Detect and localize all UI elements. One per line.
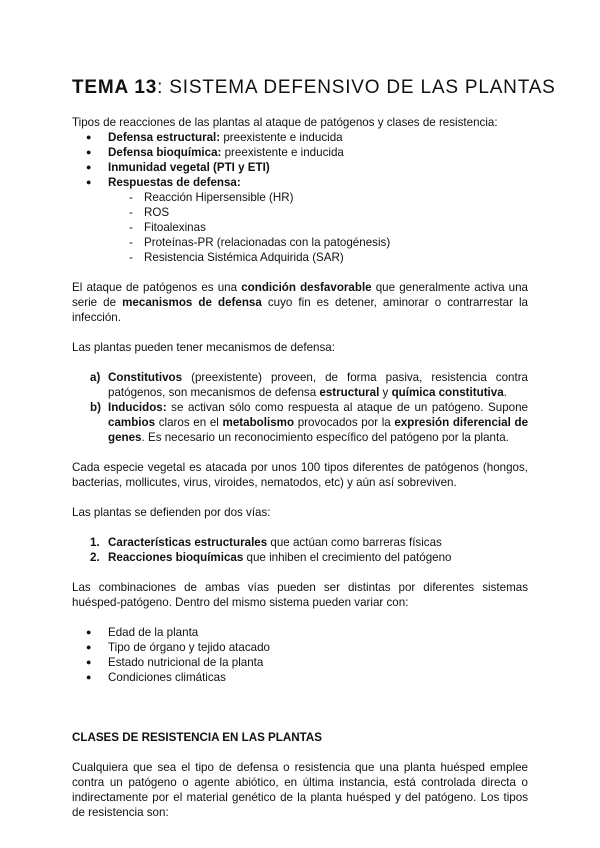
- text: se activan sólo como respuesta al ataque de un patógeno. Supone: [166, 401, 528, 414]
- bold-text: estructural: [319, 386, 380, 399]
- item-bold: Inmunidad vegetal (PTI y ETI): [108, 161, 270, 174]
- item-text: preexistente e inducida: [221, 146, 344, 159]
- list-item: [72, 160, 528, 175]
- text: (preexistente) proveen, de forma pasiva, resistencia contra patógenos, son mecanismos de defensa: [108, 371, 528, 399]
- bold-text: expresión diferencial de genes: [108, 416, 529, 444]
- intro-paragraph: Tipos de reacciones de las plantas al ataque de patógenos y clases de resistencia:: [72, 116, 498, 129]
- bold-text: metabolismo: [222, 416, 295, 429]
- bold-text: Características estructurales: [108, 536, 268, 549]
- list-item: - Proteínas-PR (relacionadas con la patogénesis): [72, 235, 528, 250]
- paragraph-mechanisms: Las plantas pueden tener mecanismos de defensa:: [72, 341, 335, 354]
- text: provocados por la: [294, 416, 395, 429]
- paragraph-combinations: Las combinaciones de ambas vías pueden ser distintas por diferentes sistemas huésped-patógeno. Dentro del mismo sistema pueden variar con:: [72, 581, 528, 609]
- ways-list: [72, 535, 528, 565]
- bold-text: mecanismos de defensa: [122, 296, 262, 309]
- list-item: [72, 400, 528, 445]
- list-item: [72, 175, 528, 190]
- item-bold: Defensa estructural:: [108, 131, 221, 144]
- list-item: - Resistencia Sistémica Adquirida (SAR): [72, 250, 528, 265]
- bold-text: Constitutivos: [108, 371, 183, 384]
- bold-text: cambios: [108, 416, 156, 429]
- list-item: ● Estado nutricional de la planta: [72, 655, 528, 670]
- list-item: [72, 550, 528, 565]
- factors-list: [72, 625, 528, 685]
- defense-responses-list: [72, 190, 528, 265]
- paragraph-resistance: Cualquiera que sea el tipo de defensa o resistencia que una planta huésped emplee contra un patógeno o agente abiótico, en última instancia, está controlada directa o indirectamente por el material genético de la planta huésped y del patógeno. Los tipos de resistencia son:: [72, 761, 528, 819]
- list-item: [72, 535, 528, 550]
- item-text: preexistente e inducida: [220, 131, 343, 144]
- mechanisms-list: [72, 370, 528, 445]
- list-marker: 1.: [90, 536, 100, 549]
- page-title: [72, 76, 556, 100]
- list-item: ● Condiciones climáticas: [72, 670, 528, 685]
- list-item: [72, 130, 528, 145]
- bold-text: Reacciones bioquímicas: [108, 551, 244, 564]
- list-item: ● Edad de la planta: [72, 625, 528, 640]
- text: . Es necesario un reconocimiento específico del patógeno por la planta.: [141, 431, 509, 444]
- list-marker: b): [90, 401, 101, 414]
- document-body: [72, 115, 528, 820]
- bold-text: química constitutiva: [391, 386, 504, 399]
- paragraph-pathogens: Cada especie vegetal es atacada por unos 100 tipos diferentes de patógenos (hongos, bacterias, mollicutes, virus, viroides, nematodos, etc) y aún así sobreviven.: [72, 461, 528, 489]
- text: claros en el: [155, 416, 223, 429]
- text: .: [503, 386, 507, 399]
- text: que inhiben el crecimiento del patógeno: [243, 551, 452, 564]
- text: que generalmente activa una serie de: [72, 281, 529, 309]
- item-bold: Respuestas de defensa:: [108, 176, 241, 189]
- item-bold: Defensa bioquímica:: [108, 146, 222, 159]
- title-rest: : SISTEMA DEFENSIVO DE LAS PLANTAS: [157, 77, 556, 98]
- text: El ataque de patógenos es una: [72, 281, 242, 294]
- bold-text: condición desfavorable: [241, 281, 372, 294]
- text: cuyo fin es detener, aminorar o contrarrestar la infección.: [72, 296, 529, 324]
- list-marker: 2.: [90, 551, 100, 564]
- paragraph-ways: Las plantas se defienden por dos vías:: [72, 506, 271, 519]
- list-item: [72, 370, 528, 400]
- list-item: - ROS: [72, 205, 528, 220]
- text: y: [379, 386, 392, 399]
- reaction-types-list: [72, 130, 528, 190]
- list-item: [72, 145, 528, 160]
- list-item: - Fitoalexinas: [72, 220, 528, 235]
- text: que actúan como barreras físicas: [267, 536, 442, 549]
- list-item: ● Tipo de órgano y tejido atacado: [72, 640, 528, 655]
- list-item: - Reacción Hipersensible (HR): [72, 190, 528, 205]
- section-heading: CLASES DE RESISTENCIA EN LAS PLANTAS: [72, 731, 322, 744]
- bold-text: Inducidos:: [108, 401, 167, 414]
- list-marker: a): [90, 371, 101, 384]
- paragraph-attack: [72, 280, 528, 325]
- title-prefix: TEMA 13: [72, 77, 158, 98]
